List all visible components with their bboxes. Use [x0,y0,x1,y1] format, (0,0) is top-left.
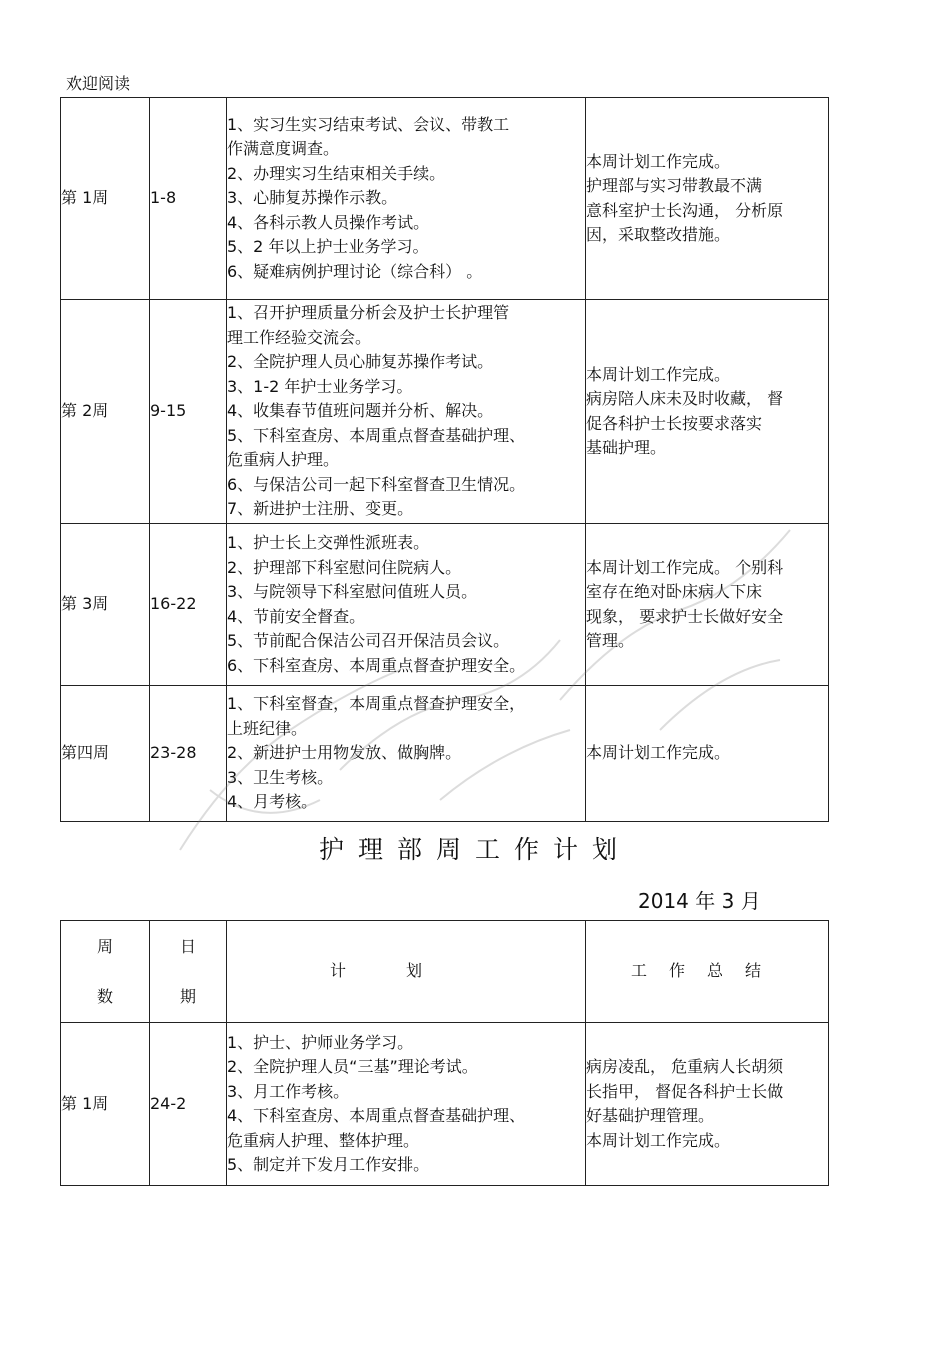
summary-line: 本周计划工作完成。 [586,1130,731,1150]
summary-line: 意科室护士长沟通， 分析原 [586,200,784,220]
table-row [61,524,829,686]
plan-date: 2014 年 3 月 [638,889,761,913]
plan-line: 危重病人护理、整体护理。 [227,1130,420,1150]
plan-line: 1、下科室督查，本周重点督查护理安全， [227,694,526,714]
plan-line: 1、召开护理质量分析会及护士长护理管 [227,303,510,323]
header-week [61,921,150,1023]
plan-line: 7、新进护士注册、变更。 [227,499,414,519]
weekly-plan-table-1 [60,97,829,822]
summary-line: 基础护理。 [586,438,667,457]
table-header-row [61,921,829,1023]
summary-line: 病房凌乱， 危重病人长胡须 [586,1057,784,1076]
plan-line: 危重病人护理。 [227,450,340,470]
plan-line: 6、与保洁公司一起下科室督查卫生情况。 [227,474,526,494]
header-date [150,921,227,1023]
plan-line: 2、新进护士用物发放、做胸牌。 [227,743,462,763]
header-date-top: 日 [179,936,196,956]
date-cell: 16-22 [150,524,227,686]
plan-line: 1、护士、护师业务学习。 [227,1032,414,1052]
week-cell: 第 3周 [61,524,150,686]
summary-line: 护理部与实习带教最不满 [586,176,763,195]
plan-line: 5、2 年以上护士业务学习。 [227,237,429,257]
header-note: 欢迎阅读 [66,74,131,93]
header-week-bottom: 数 [96,986,113,1006]
week-cell: 第 2周 [61,300,150,524]
plan-cell [227,98,586,300]
summary-line: 本周计划工作完成。 [586,151,731,171]
summary-line: 现象， 要求护士长做好安全 [586,606,784,626]
week-cell: 第 1周 [61,98,150,300]
plan-line: 6、下科室查房、本周重点督查护理安全。 [227,655,526,675]
plan-line: 4、各科示教人员操作考试。 [227,212,430,232]
plan-line: 2、全院护理人员“三基”理论考试。 [227,1057,478,1076]
plan-line: 6、疑难病例护理讨论（综合科） 。 [227,261,483,281]
plan-line: 2、全院护理人员心肺复苏操作考试。 [227,352,494,372]
plan-line: 作满意度调查。 [227,139,340,159]
plan-cell [227,524,586,686]
summary-cell [586,1023,829,1186]
summary-line: 本周计划工作完成。 [586,743,731,763]
summary-line: 病房陪人床未及时收藏， 督 [586,389,784,408]
plan-line: 4、月考核。 [227,792,318,812]
plan-line: 3、卫生考核。 [227,767,334,787]
plan-line: 5、节前配合保洁公司召开保洁员会议。 [227,631,510,650]
plan-line: 4、节前安全督查。 [227,606,366,626]
plan-line: 1、护士长上交弹性派班表。 [227,533,430,552]
header-summary-label: 工作总结 [630,961,783,981]
summary-line: 长指甲， 督促各科护士长做 [586,1081,784,1101]
header-plan-label: 计划 [329,961,482,981]
date-cell: 9-15 [150,300,227,524]
plan-line: 4、收集春节值班问题并分析、解决。 [227,401,494,421]
plan-line: 2、护理部下科室慰问住院病人。 [227,557,462,577]
summary-line: 因，采取整改措施。 [586,225,731,244]
plan-line: 2、办理实习生结束相关手续。 [227,163,446,183]
summary-line: 促各科护士长按要求落实 [586,413,763,433]
summary-line: 室存在绝对卧床病人下床 [586,582,763,601]
plan-line: 4、下科室查房、本周重点督查基础护理、 [227,1106,526,1125]
date-cell: 1-8 [150,98,227,300]
summary-cell [586,300,829,524]
plan-line: 1、实习生实习结束考试、会议、带教工 [227,114,510,134]
table-row [61,1023,829,1186]
plan-cell [227,686,586,822]
plan-line: 5、下科室查房、本周重点督查基础护理、 [227,425,526,445]
date-cell: 24-2 [150,1023,227,1186]
plan-line: 上班纪律。 [227,718,308,738]
summary-line: 本周计划工作完成。 个别科 [586,557,784,577]
week-cell: 第四周 [61,686,150,822]
week-cell: 第 1周 [61,1023,150,1186]
weekly-plan-table-2 [60,920,829,1186]
header-plan [227,921,586,1023]
summary-line: 本周计划工作完成。 [586,364,731,384]
plan-cell [227,1023,586,1186]
plan-line: 3、与院领导下科室慰问值班人员。 [227,582,478,601]
summary-cell [586,98,829,300]
plan-line: 3、心肺复苏操作示教。 [227,188,398,208]
summary-cell [586,686,829,822]
summary-line: 管理。 [586,631,635,650]
date-cell: 23-28 [150,686,227,822]
plan-line: 3、1-2 年护士业务学习。 [227,376,413,396]
header-week-top: 周 [96,936,113,956]
table-row [61,300,829,524]
plan-line: 理工作经验交流会。 [227,327,372,347]
plan-cell [227,300,586,524]
plan-line: 3、月工作考核。 [227,1081,350,1101]
summary-line: 好基础护理管理。 [586,1106,715,1125]
header-summary [586,921,829,1023]
header-date-bottom: 期 [179,986,196,1006]
page-title: 护理部周工作计划 [318,835,631,864]
table-row [61,686,829,822]
plan-line: 5、制定并下发月工作安排。 [227,1155,430,1174]
table-row [61,98,829,300]
summary-cell [586,524,829,686]
